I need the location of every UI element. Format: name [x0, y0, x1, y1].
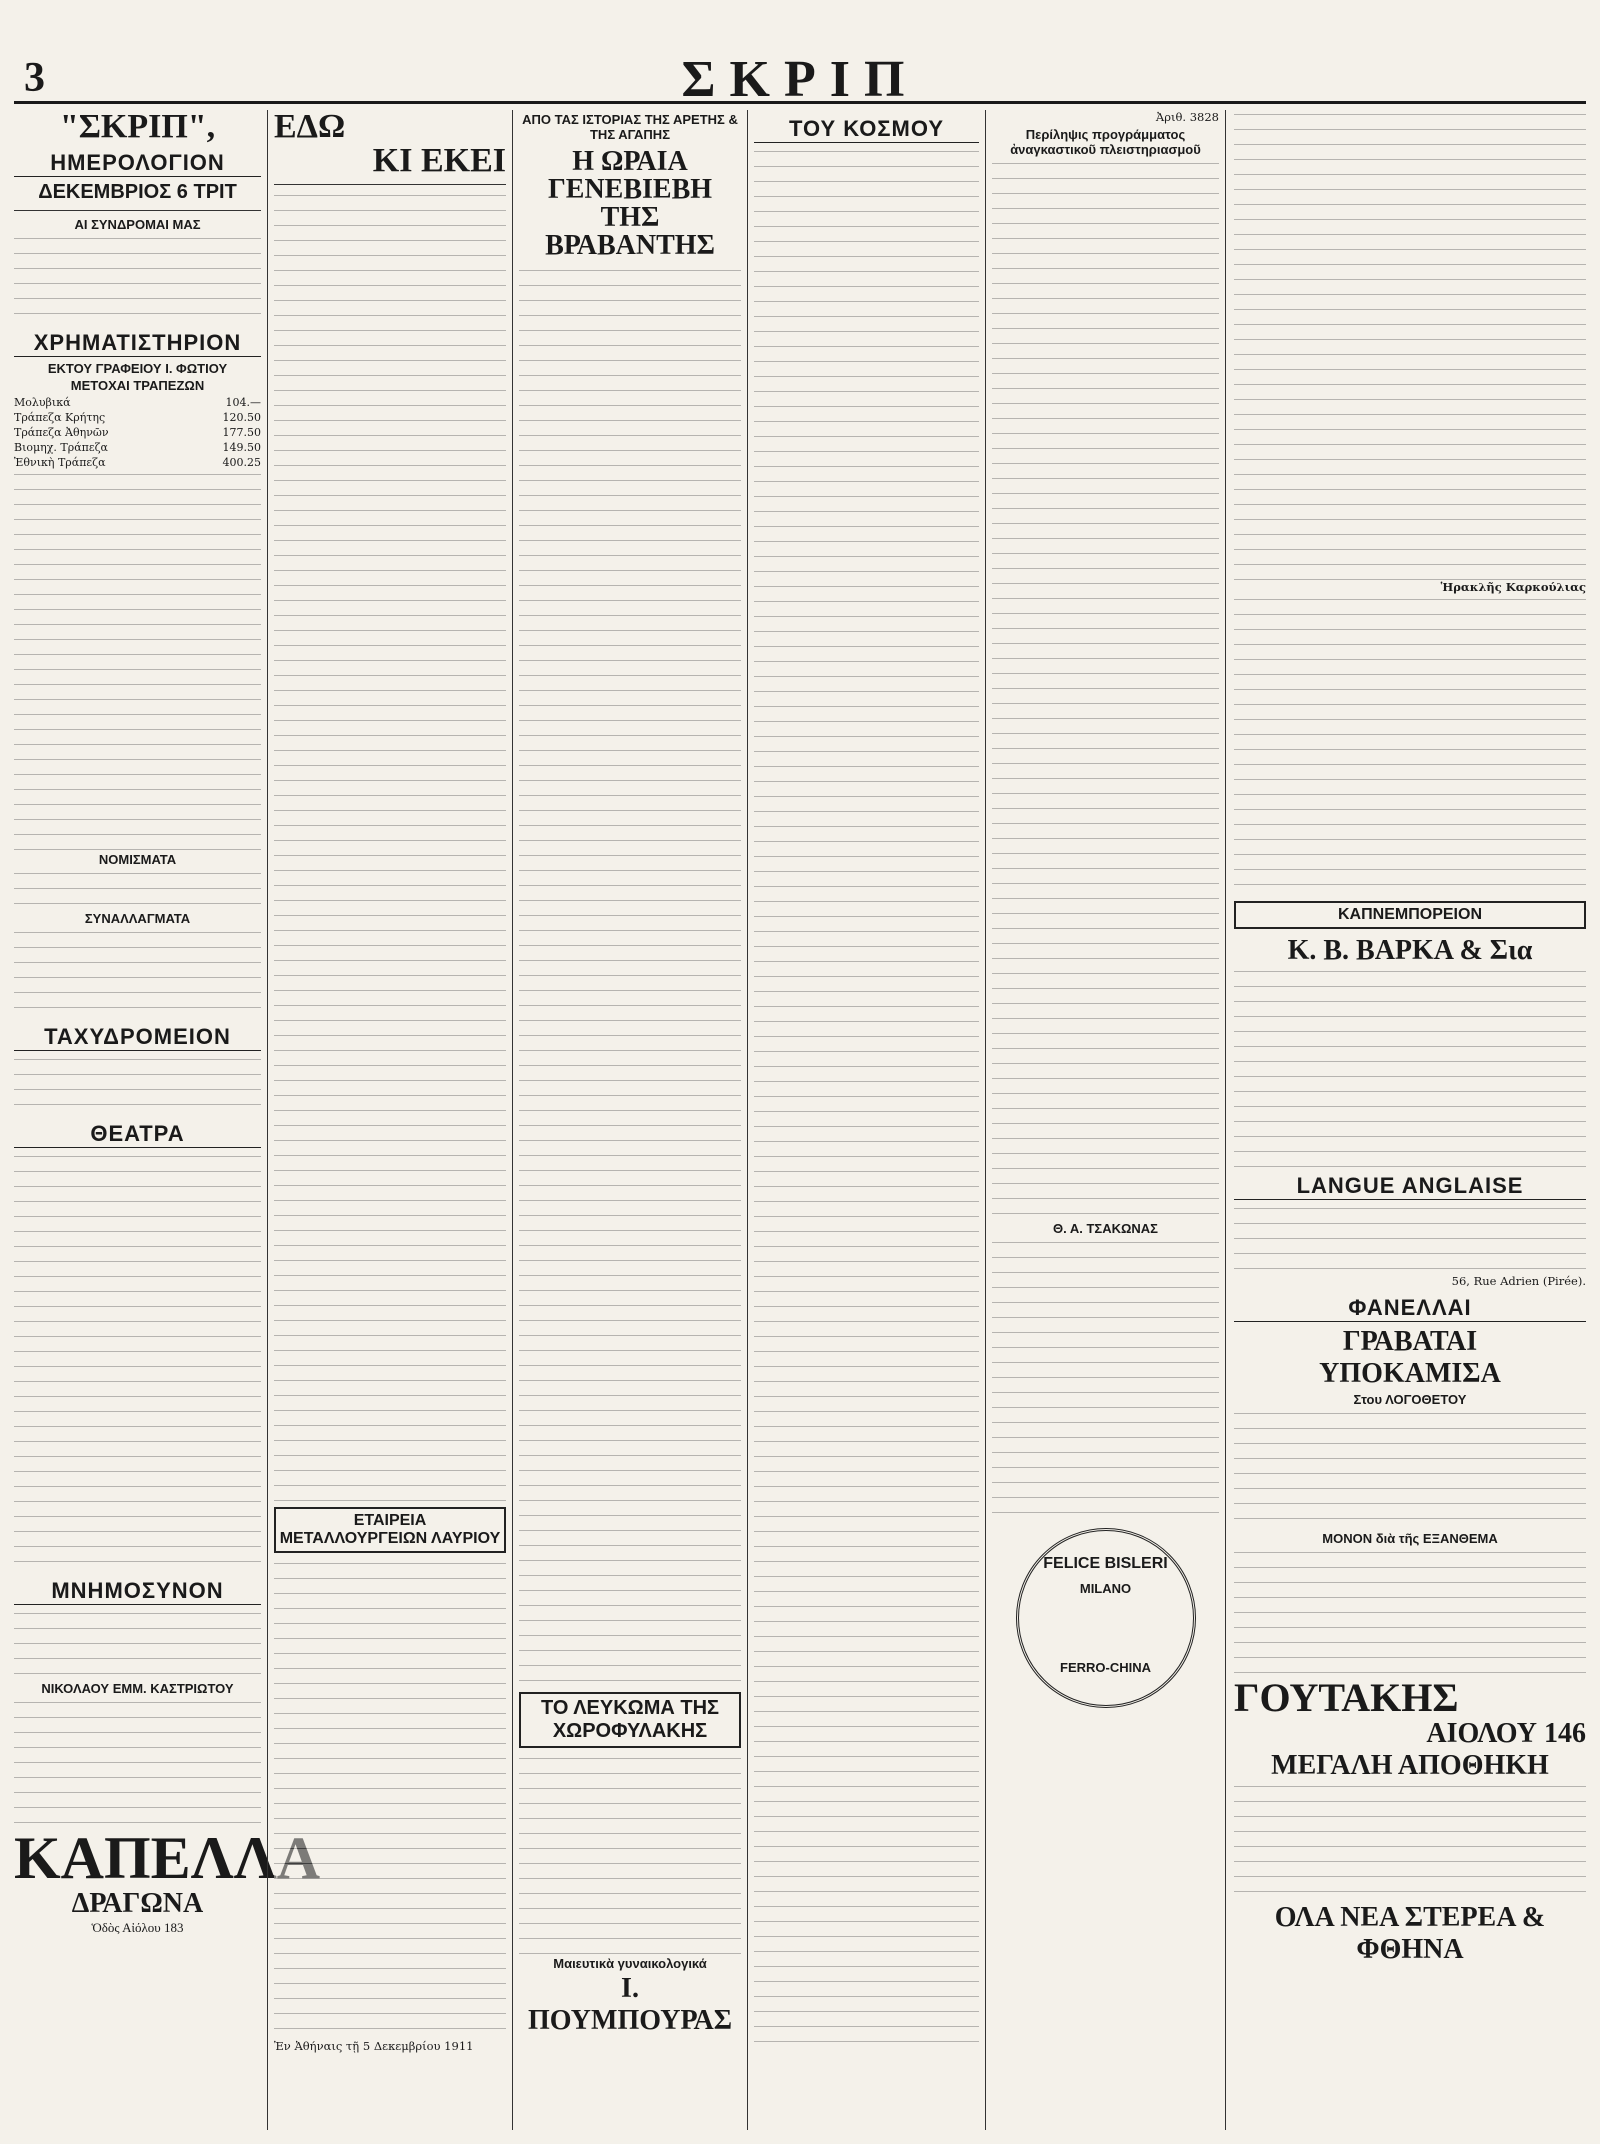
- column-world: [747, 110, 985, 2130]
- column-story: [512, 110, 747, 2130]
- memorial-name: ΝΙΚΟΛΑΟΥ ΕΜΜ. ΚΑΣΤΡΙΩΤΟΥ: [41, 1681, 234, 1696]
- exchange-header: ΧΡΗΜΑΤΙΣΤΗΡΙΟΝ: [14, 330, 261, 357]
- subscriptions-header: ΑΙ ΣΥΝΔΡΟΜΑΙ ΜΑΣ: [74, 217, 201, 232]
- flannel-header: ΦΑΝΕΛΛΑΙ: [1234, 1295, 1586, 1322]
- shop-name: Κ. Β. ΒΑΡΚΑ & Σια: [1287, 935, 1533, 966]
- company-header: ΕΤΑΙΡΕΙΑ ΜΕΤΑΛΛΟΥΡΓΕΙΩΝ ΛΑΥΡΙΟΥ: [274, 1507, 506, 1553]
- bisleri-seal: FELICE BISLERI MILANO FERRO-CHINA: [1016, 1528, 1196, 1708]
- shirt-header: ΥΠΟΚΑΜΙΣΑ: [1319, 1358, 1501, 1389]
- currency-header: ΝΟΜΙΣΜΑΤΑ: [98, 852, 177, 867]
- notary-name: Θ. Α. ΤΣΑΚΩΝΑΣ: [1053, 1221, 1158, 1236]
- column-title: ΤΟΥ ΚΟΣΜΟΥ: [754, 116, 979, 143]
- exchange-subheader-2: ΜΕΤΟΧΑΙ ΤΡΑΠΕΖΩΝ: [70, 378, 205, 393]
- lang-header: LANGUE ANGLAISE: [1234, 1173, 1586, 1200]
- story-kicker: ΑΠΟ ΤΑΣ ΙΣΤΟΡΙΑΣ ΤΗΣ ΑΡΕΤΗΣ & ΤΗΣ ΑΓΑΠΗΣ: [522, 112, 738, 142]
- table-row: Ἐθνικὴ Τράπεζα 400.25: [14, 456, 261, 469]
- tie-header: ΓΡΑΒΑΤΑΙ: [1342, 1326, 1478, 1357]
- ad-title: ΚΑΠΕΛΛΑ: [14, 1825, 321, 1891]
- column-ads: [1225, 110, 1586, 2130]
- date-line: Ἐν Ἀθήναις τῇ 5 Δεκεμβρίου 1911: [274, 2039, 474, 2053]
- table-row: Μολυβικά 104.—: [14, 396, 261, 409]
- table-row: Τράπεζα Ἀθηνῶν 177.50: [14, 426, 261, 439]
- table-row: Τράπεζα Κρήτης 120.50: [14, 411, 261, 424]
- table-row: Βιομηχ. Τράπεζα 149.50: [14, 441, 261, 454]
- ad-subtitle: ΔΡΑΓΩΝΑ: [71, 1888, 204, 1919]
- lang-address: 56, Rue Adrien (Pirée).: [1451, 1274, 1586, 1288]
- exchange-table: [14, 395, 261, 470]
- story-title: Η ΩΡΑΙΑ ΓΕΝΕΒΙΕΒΗ ΤΗΣ ΒΡΑΒΑΝΤΗΣ: [545, 146, 715, 261]
- notice-ref: Ἀριθ. 3828: [1155, 110, 1219, 124]
- ad-name: Ι. ΠΟΥΜΠΟΥΡΑΣ: [527, 1973, 733, 2036]
- shop-header: ΚΑΠΝΕΜΠΟΡΕΙΟΝ: [1234, 901, 1586, 929]
- calendar-subtitle: ΗΜΕΡΟΛΟΓΙΟΝ: [14, 150, 261, 177]
- newspaper-title: ΣΚΡΙΠ: [681, 51, 919, 108]
- page-number: 3: [24, 55, 45, 101]
- exchanges-header: ΣΥΝΑΛΛΑΓΜΑΤΑ: [84, 911, 191, 926]
- column-here-and-there: [267, 110, 512, 2130]
- guys-address: ΑΙΟΛΟΥ 146: [1426, 1718, 1586, 1749]
- monon-header: ΜΟΝΟΝ διὰ τῆς ΕΞΑΝΘΕΜΑ: [1322, 1531, 1498, 1546]
- masthead: [14, 48, 1586, 108]
- ad-address: Ὁδὸς Αἰόλου 183: [91, 1920, 184, 1935]
- calendar-title: "ΣΚΡΙΠ",: [59, 108, 216, 145]
- notice-header: Περίληψις προγράμματος ἀναγκαστικοῦ πλειστηριασμοῦ: [1010, 127, 1201, 157]
- post-header: ΤΑΧΥΔΡΟΜΕΙΟΝ: [14, 1024, 261, 1051]
- guys-title: ΓΟΥΤΑΚΗΣ: [1234, 1675, 1459, 1720]
- column-title-2: ΚΙ ΕΚΕΙ: [372, 142, 506, 179]
- guys-footer: ΟΛΑ ΝΕΑ ΣΤΕΡΕΑ & ΦΘΗΝΑ: [1274, 1902, 1546, 1965]
- exchange-subheader: ΕΚΤΟΥ ΓΡΑΦΕΙΟΥ Ι. ΦΩΤΙΟΥ: [47, 361, 228, 376]
- guys-subtitle: ΜΕΓΑΛΗ ΑΠΟΘΗΚΗ: [1271, 1750, 1549, 1781]
- column-notices: [985, 110, 1225, 2130]
- calendar-date: ΔΕΚΕΜΒΡΙΟΣ 6 ΤΡΙΤ: [38, 181, 237, 203]
- notary-signature: Ἡρακλῆς Καρκούλιας: [1440, 580, 1586, 594]
- ad-kicker: Μαιευτικὰ γυναικολογικά: [553, 1956, 707, 1971]
- shop2-name: Στου ΛΟΓΟΘΕΤΟΥ: [1353, 1392, 1467, 1407]
- theatre-header: ΘΕΑΤΡΑ: [14, 1121, 261, 1148]
- album-header: ΤΟ ΛΕΥΚΩΜΑ ΤΗΣ ΧΩΡΟΦΥΛΑΚΗΣ: [519, 1692, 741, 1748]
- column-title: ΕΔΩ: [274, 108, 346, 145]
- memorial-header: ΜΝΗΜΟΣΥΝΟΝ: [14, 1578, 261, 1605]
